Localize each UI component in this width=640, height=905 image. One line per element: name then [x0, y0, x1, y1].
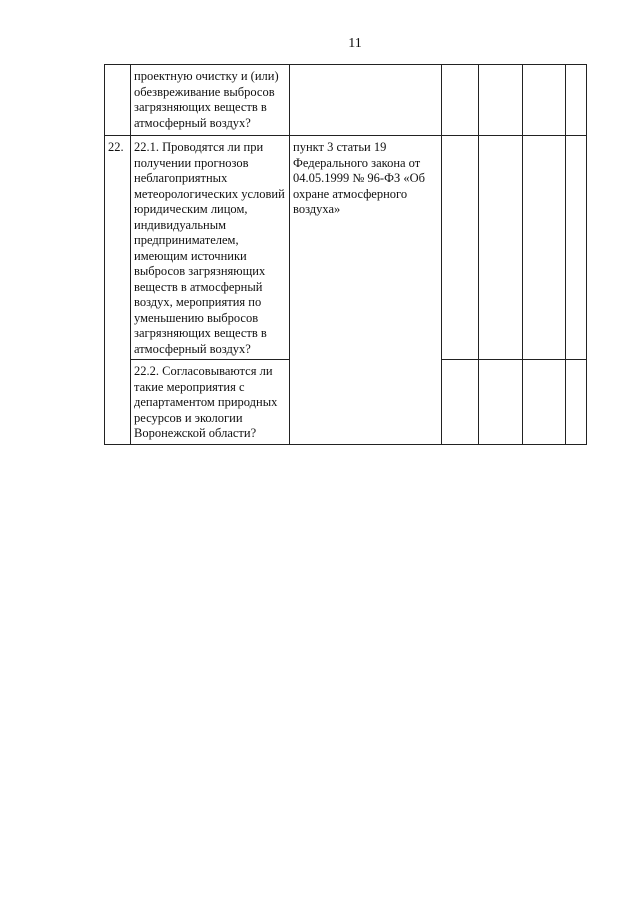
question-cell: 22.1. Проводятся ли при получении прогнозов неблагоприятных метеорологических условий юридическим лицом, индивидуальным предпринимателем, имеющим источники выбросов загрязняющих веществ в атмосферный воздух, мероприятия по уменьшению выбросов загрязняющих веществ в атмосферный воздух?	[131, 136, 290, 360]
note-cell	[566, 360, 587, 445]
question-cell: проектную очистку и (или) обезвреживание выбросов загрязняющих веществ в атмосферный воздух?	[131, 65, 290, 136]
checklist-table	[104, 64, 587, 445]
table-row	[105, 65, 587, 136]
answer-cell-yes	[442, 65, 479, 136]
row-number-cell	[105, 65, 131, 136]
answer-cell-no	[479, 136, 523, 360]
answer-cell-no	[479, 360, 523, 445]
reference-cell	[290, 65, 442, 136]
answer-cell-not-applicable	[523, 360, 566, 445]
answer-cell-not-applicable	[523, 136, 566, 360]
answer-cell-yes	[442, 136, 479, 360]
page-number: 11	[348, 36, 362, 51]
answer-cell-yes	[442, 360, 479, 445]
row-number-cell: 22.	[105, 136, 131, 445]
answer-cell-not-applicable	[523, 65, 566, 136]
answer-cell-no	[479, 65, 523, 136]
note-cell	[566, 65, 587, 136]
question-cell: 22.2. Согласовываются ли такие мероприятия с департаментом природных ресурсов и экологии Воронежской области?	[131, 360, 290, 445]
reference-cell: пункт 3 статьи 19 Федерального закона от 04.05.1999 № 96-ФЗ «Об охране атмосферного воздуха»	[290, 136, 442, 445]
note-cell	[566, 136, 587, 360]
table-row	[105, 136, 587, 360]
